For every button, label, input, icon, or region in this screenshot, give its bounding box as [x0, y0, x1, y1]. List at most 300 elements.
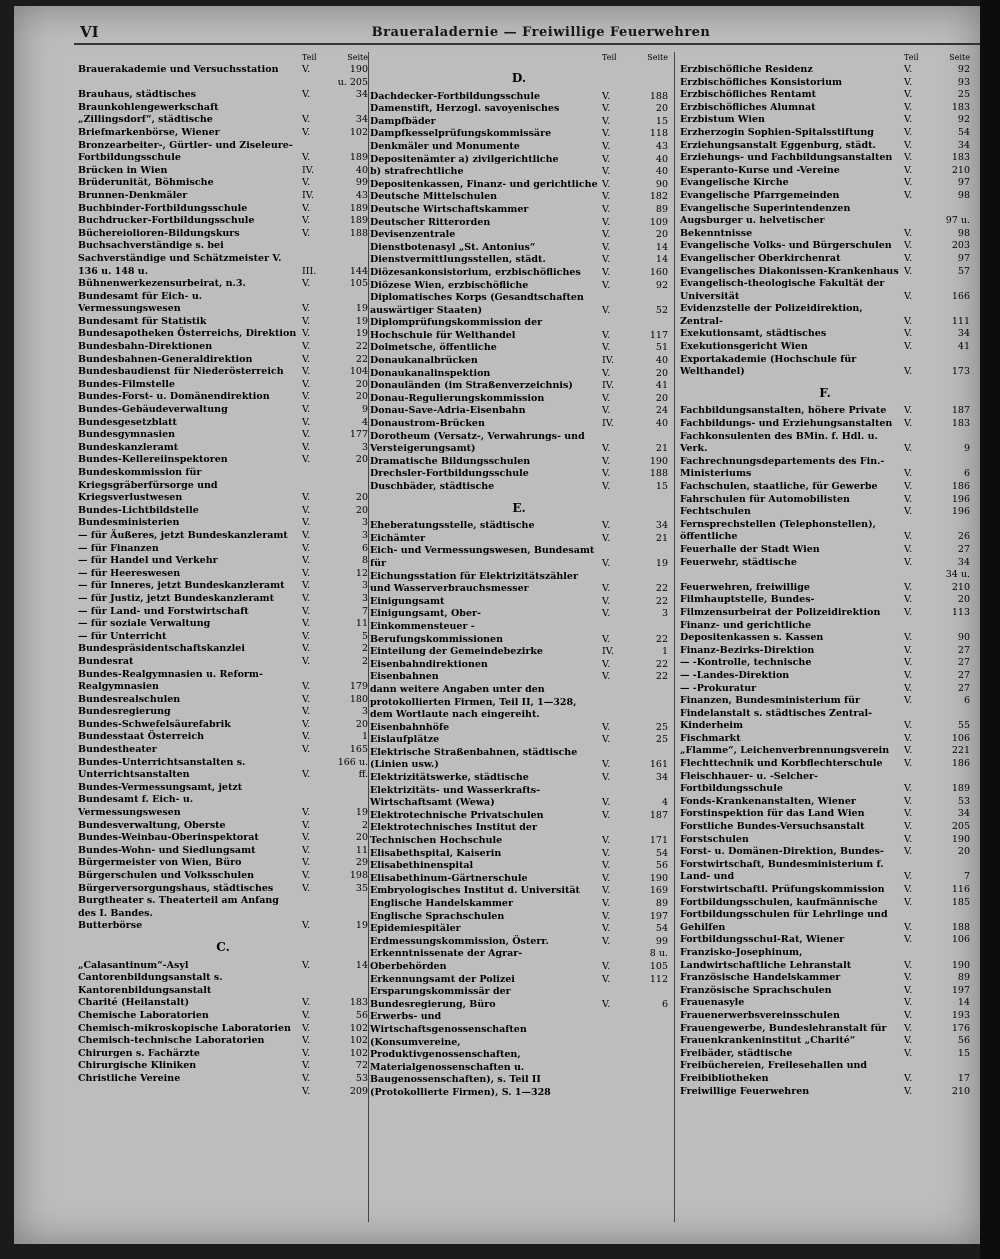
- entry-name: Fachschulen, staatliche, für Gewerbe: [680, 481, 878, 492]
- entry-name: Bundesapotheken Österreichs, Direktion: [78, 328, 297, 340]
- entry-teil: V.: [904, 745, 913, 757]
- entry-name: Bundeskanzleramt: [78, 441, 179, 453]
- index-entry: [680, 506, 970, 519]
- entry-seite: 196: [951, 506, 970, 518]
- index-entry: [370, 393, 668, 406]
- entry-name: Flechttechnik und Korbflechterschule: [680, 758, 883, 770]
- entry-name: Fonds-Krankenanstalten, Wiener: [680, 795, 856, 807]
- index-entry: [370, 342, 668, 355]
- entry-name: Bundes-Realgymnasien u. Reform-Realgymnasien: [78, 668, 263, 693]
- entry-seite: 27: [957, 682, 970, 694]
- index-entry: [370, 734, 668, 747]
- index-entry: [78, 782, 368, 820]
- entry-seite: 190: [951, 833, 970, 845]
- index-entry: [78, 580, 368, 593]
- index-entry: [370, 571, 668, 596]
- index-entry: [370, 292, 668, 317]
- index-entry: [680, 266, 970, 279]
- entry-name: Erzherzogin Sophien-Spitalsstiftung: [680, 126, 874, 138]
- index-entry: [680, 947, 970, 972]
- entry-name: Findelanstalt s. städtisches Zentral-Kinderheim: [680, 707, 873, 732]
- entry-seite: 72: [355, 1060, 368, 1072]
- entry-name: Duschbäder, städtische: [370, 481, 495, 492]
- index-entry: [680, 997, 970, 1010]
- entry-seite: 35: [355, 882, 368, 894]
- entry-teil: V.: [904, 984, 913, 996]
- entry-name: Freiwillige Feuerwehren: [680, 1085, 810, 1097]
- entry-teil: V.: [602, 935, 611, 947]
- entry-seite: 193: [951, 1009, 970, 1021]
- entry-teil: V.: [904, 366, 913, 378]
- index-entry: [680, 519, 970, 544]
- entry-teil: V.: [904, 720, 913, 732]
- entry-teil: V.: [904, 114, 913, 126]
- entry-seite: 20: [355, 378, 368, 390]
- entry-name: Bundesstaat Österreich: [78, 731, 205, 743]
- entry-teil: V.: [904, 972, 913, 984]
- entry-seite: 189: [349, 215, 368, 227]
- index-entry: [680, 821, 970, 834]
- entry-name: Freibäder, städtische: [680, 1047, 793, 1059]
- entry-name: Eislaufplätze: [370, 734, 440, 746]
- entry-seite: 6: [361, 542, 368, 554]
- entry-name: Forst- u. Domänen-Direktion, Bundes-: [680, 846, 884, 858]
- index-entry: [680, 884, 970, 897]
- entry-name: Brücken in Wien: [78, 164, 168, 176]
- entry-seite: 17: [957, 1072, 970, 1084]
- entry-teil: V.: [602, 532, 611, 544]
- entry-seite: 177: [349, 429, 368, 441]
- entry-name: — für Heereswesen: [78, 567, 181, 579]
- entry-name: „Flamme“, Leichenverbrennungsverein: [680, 745, 890, 757]
- entry-seite: 54: [957, 126, 970, 138]
- entry-name: Fleischhauer- u. -Selcher-Fortbildungsschule: [680, 770, 818, 795]
- entry-teil: V.: [302, 643, 311, 655]
- entry-teil: V.: [602, 153, 611, 165]
- entry-teil: V.: [602, 910, 611, 922]
- entry-name: Franzisko-Josephinum, Landwirtschaftliche Lehranstalt: [680, 946, 852, 971]
- entry-name: Französische Sprachschulen: [680, 984, 832, 996]
- index-entry: [78, 517, 368, 530]
- entry-teil: V.: [904, 265, 913, 277]
- index-entry: [680, 165, 970, 178]
- entry-name: Elisabethspital, Kaiserin: [370, 847, 502, 859]
- entry-teil: V.: [904, 64, 913, 75]
- index-entry: [680, 569, 970, 594]
- entry-name: Embryologisches Institut d. Universität: [370, 885, 580, 897]
- index-entry: [680, 557, 970, 570]
- index-entry: [78, 997, 368, 1010]
- index-entry: [78, 643, 368, 656]
- entry-name: Bundestheater: [78, 744, 157, 756]
- entry-name: Dramatische Bildungsschulen: [370, 455, 531, 467]
- entry-name: Frauenkrankeninstitut „Charité“: [680, 1035, 856, 1047]
- index-entry: [680, 203, 970, 241]
- index-entry: [680, 544, 970, 557]
- header-rule: [74, 43, 984, 45]
- entry-name: Bundes-Lichtbildstelle: [78, 504, 199, 516]
- entry-seite: 34: [957, 328, 970, 340]
- entry-seite: 89: [957, 972, 970, 984]
- entry-teil: V.: [302, 920, 311, 932]
- entry-teil: V.: [602, 342, 611, 354]
- index-entry: [370, 128, 668, 141]
- entry-seite: 43: [355, 189, 368, 201]
- entry-seite: 187: [649, 809, 668, 821]
- entry-seite: 14: [655, 241, 668, 253]
- index-entry: [680, 808, 970, 821]
- index-entry: [370, 822, 668, 847]
- entry-name: Französische Handelskammer: [680, 972, 841, 984]
- index-entry: [78, 366, 368, 379]
- entry-seite: 20: [957, 846, 970, 858]
- entry-teil: V.: [602, 279, 611, 291]
- entry-seite: 205: [951, 821, 970, 833]
- entry-name: Fortbildungsschul-Rat, Wiener: [680, 934, 845, 946]
- entry-name: Depositenämter a) zivilgerichtliche: [370, 153, 559, 165]
- index-entry: [370, 141, 668, 154]
- entry-teil: V.: [602, 520, 611, 532]
- entry-seite: 8 u. 105: [649, 948, 668, 972]
- index-entry: [78, 454, 368, 467]
- entry-teil: V.: [602, 923, 611, 935]
- index-entry: [680, 1023, 970, 1036]
- entry-seite: 20: [957, 594, 970, 606]
- entry-seite: 106: [951, 732, 970, 744]
- entry-name: Erzbischöfliches Alumnat: [680, 101, 816, 113]
- entry-seite: 22: [355, 341, 368, 353]
- entry-name: Donau-Regulierungskommission: [370, 392, 545, 404]
- index-entry: [370, 986, 668, 1011]
- column-divider: [674, 52, 675, 1222]
- index-entry: [78, 177, 368, 190]
- entry-teil: V.: [302, 542, 311, 554]
- entry-seite: 171: [649, 835, 668, 847]
- entry-name: Bundeskommission für Kriegsgräberfürsorge und Kriegsverlustwesen: [78, 467, 218, 504]
- index-entry: [78, 1086, 368, 1099]
- entry-teil: V.: [602, 759, 611, 771]
- entry-name: Erzbischöfliches Rentamt: [680, 89, 817, 101]
- entry-seite: 8: [361, 555, 368, 567]
- entry-seite: 116: [951, 884, 970, 895]
- entry-seite: 189: [349, 202, 368, 214]
- index-entry: [78, 568, 368, 581]
- entry-teil: V.: [302, 315, 311, 327]
- index-entry: [680, 456, 970, 481]
- entry-name: Diplomatisches Korps (Gesandtschaften auswärtiger Staaten): [370, 292, 584, 316]
- entry-name: Evangelisches Diakonissen-Krankenhaus: [680, 265, 899, 277]
- entry-name: Fachkonsulenten des BMin. f. Hdl. u. Verk.: [680, 430, 878, 455]
- entry-teil: V.: [904, 657, 913, 669]
- entry-name: Chirurgen s. Fachärzte: [78, 1047, 200, 1059]
- index-column-2: [370, 52, 668, 1100]
- entry-teil: V.: [602, 443, 611, 455]
- entry-name: Fachrechnungsdepartements des Fin.-Ministeriums: [680, 455, 885, 480]
- entry-name: Bundespräsidentschaftskanzlei: [78, 643, 245, 655]
- entry-seite: 166 u. ff.: [337, 756, 368, 781]
- entry-teil: V.: [904, 1072, 913, 1084]
- index-entry: [680, 695, 970, 708]
- entry-teil: V.: [904, 227, 913, 239]
- entry-seite: 20: [655, 229, 668, 241]
- entry-seite: 182: [649, 191, 668, 203]
- entry-teil: V.: [904, 959, 913, 971]
- entry-seite: 113: [951, 606, 970, 618]
- entry-seite: 165: [349, 744, 368, 756]
- entry-name: Bundes-Forst- u. Domänendirektion: [78, 391, 270, 403]
- entry-teil: V.: [904, 76, 913, 88]
- entry-teil: V.: [602, 229, 611, 241]
- entry-seite: 22: [655, 633, 668, 645]
- entry-seite: 89: [655, 898, 668, 909]
- entry-name: Deutsche Wirtschaftskammer: [370, 203, 529, 215]
- index-entry: [680, 1010, 970, 1023]
- entry-teil: V.: [302, 202, 311, 214]
- entry-name: Evangelischer Oberkirchenrat: [680, 252, 841, 264]
- index-entry: [680, 771, 970, 796]
- entry-seite: 102: [349, 1035, 368, 1047]
- entry-teil: V.: [904, 1022, 913, 1034]
- entry-name: Bundesrealschulen: [78, 693, 181, 705]
- entry-teil: IV.: [302, 189, 314, 201]
- index-entry: [78, 505, 368, 518]
- index-entry: [370, 179, 668, 192]
- entry-teil: V.: [904, 290, 913, 302]
- entry-seite: 40: [655, 166, 668, 178]
- index-entry: [680, 909, 970, 934]
- entry-name: Erkenntnissenate der Agrar-Oberbehörden: [370, 948, 523, 972]
- entry-seite: 1: [361, 731, 368, 743]
- entry-teil: V.: [602, 809, 611, 821]
- entry-seite: 183: [349, 997, 368, 1009]
- index-entry: [680, 405, 970, 418]
- entry-teil: V.: [302, 177, 311, 189]
- entry-name: Buchbinder-Fortbildungsschule: [78, 202, 248, 214]
- index-entry: [78, 870, 368, 883]
- entry-name: Einigungsamt: [370, 595, 445, 607]
- entry-name: Eheberatungsstelle, städtische: [370, 520, 535, 532]
- index-entry: [680, 354, 970, 379]
- entry-seite: 188: [649, 468, 668, 480]
- entry-teil: V.: [302, 1060, 311, 1072]
- index-entry: [370, 405, 668, 418]
- index-entry: [680, 240, 970, 253]
- index-entry: [370, 368, 668, 381]
- entry-seite: 15: [957, 1047, 970, 1059]
- index-entry: [370, 974, 668, 987]
- entry-name: Bundes-Gebäudeverwaltung: [78, 404, 228, 416]
- entry-teil: V.: [302, 580, 311, 592]
- entry-teil: IV.: [602, 646, 614, 658]
- entry-seite: 56: [957, 1035, 970, 1047]
- index-entry: [370, 911, 668, 924]
- entry-seite: 34: [957, 556, 970, 568]
- index-entry: [370, 545, 668, 570]
- entry-name: Drechsler-Fortbildungsschule: [370, 468, 529, 480]
- entry-teil: V.: [904, 1085, 913, 1097]
- index-entry: [370, 317, 668, 342]
- entry-teil: V.: [302, 567, 311, 579]
- entry-name: Bundes-Kellereiinspektoren: [78, 454, 228, 466]
- entry-name: Exekutionsamt, städtisches: [680, 328, 827, 340]
- index-entry: [680, 1086, 970, 1099]
- index-entry: [78, 1048, 368, 1061]
- entry-teil: V.: [302, 353, 311, 365]
- entry-name: Eichämter: [370, 532, 426, 544]
- entry-seite: 221: [951, 745, 970, 757]
- entry-name: Evangelische Superintendenzen Augsburger u. helvetischer Bekenntnisse: [680, 202, 851, 239]
- index-entry: [78, 328, 368, 341]
- entry-seite: 20: [355, 832, 368, 844]
- entry-seite: 2: [361, 819, 368, 831]
- entry-seite: 3: [361, 592, 368, 604]
- index-entry: [680, 278, 970, 303]
- entry-seite: 24: [655, 405, 668, 417]
- entry-name: — für Justiz, jetzt Bundeskanzleramt: [78, 592, 275, 604]
- entry-teil: V.: [904, 581, 913, 593]
- entry-teil: V.: [302, 744, 311, 756]
- entry-teil: V.: [302, 152, 311, 164]
- entry-name: Chemisch-technische Laboratorien: [78, 1035, 265, 1047]
- entry-teil: V.: [302, 807, 311, 819]
- entry-name: Denkmäler und Monumente: [370, 140, 520, 152]
- entry-teil: V.: [904, 1047, 913, 1059]
- entry-name: Brüderunität, Böhmische: [78, 177, 214, 189]
- entry-teil: V.: [602, 266, 611, 278]
- entry-name: Burgtheater s. Theaterteil am Anfang des I. Bandes.: [78, 895, 279, 919]
- entry-name: Diözese Wien, erzbischöfliche: [370, 279, 529, 291]
- entry-name: — -Landes-Direktion: [680, 669, 790, 681]
- index-entry: [680, 253, 970, 266]
- entry-name: Erwerbs- und Wirtschaftsgenossenschaften (Konsumvereine, Produktivgenossenschaften, Materialgenossenschaften u. Baugenossenschaften), s. Teil II (Protokollierte Firmen), S. 1—328: [370, 1011, 551, 1098]
- entry-teil: IV.: [602, 418, 614, 430]
- entry-name: — für Finanzen: [78, 542, 159, 554]
- entry-name: Bundes-Unterrichtsanstalten s. Unterrichtsanstalten: [78, 756, 246, 781]
- entry-name: Elisabethinenspital: [370, 860, 474, 872]
- entry-seite: 27: [957, 657, 970, 669]
- entry-teil: V.: [602, 203, 611, 215]
- entry-teil: V.: [602, 468, 611, 480]
- entry-seite: 188: [649, 90, 668, 102]
- entry-teil: V.: [602, 973, 611, 985]
- entry-seite: 34: [655, 772, 668, 784]
- entry-teil: V.: [302, 693, 311, 705]
- entry-name: Erdmessungskommission, Österr.: [370, 935, 549, 947]
- index-entry: [78, 1073, 368, 1086]
- entry-name: Bundesamt für Eich- u. Vermessungswesen: [78, 290, 203, 315]
- index-entry: [370, 456, 668, 469]
- index-entry: [78, 555, 368, 568]
- index-entry: [78, 731, 368, 744]
- entry-seite: 9: [361, 404, 368, 416]
- entry-seite: 19: [355, 328, 368, 340]
- entry-teil: V.: [904, 139, 913, 151]
- entry-seite: 90: [655, 178, 668, 190]
- index-entry: [680, 670, 970, 683]
- entry-name: Bronzearbeiter-, Gürtler- und Ziseleure-Fortbildungsschule: [78, 139, 293, 164]
- entry-seite: 41: [957, 341, 970, 353]
- entry-seite: 97 u. 98: [945, 215, 970, 239]
- index-entry: [370, 646, 668, 659]
- entry-seite: 11: [355, 844, 368, 856]
- entry-name: Exportakademie (Hochschule für Welthandel): [680, 353, 857, 378]
- index-entry: [78, 140, 368, 165]
- entry-name: Einteilung der Gemeindebezirke: [370, 646, 543, 658]
- entry-seite: 6: [661, 998, 668, 1010]
- index-entry: [78, 379, 368, 392]
- entry-seite: 41: [655, 380, 668, 392]
- entry-seite: 173: [951, 366, 970, 378]
- entry-teil: V.: [302, 378, 311, 390]
- entry-teil: V.: [602, 658, 611, 670]
- entry-teil: V.: [302, 1047, 311, 1059]
- entry-seite: 3: [361, 706, 368, 718]
- entry-teil: V.: [302, 618, 311, 630]
- entry-teil: V.: [904, 531, 913, 543]
- entry-name: Elektrische Straßenbahnen, städtische (Linien usw.): [370, 746, 578, 771]
- index-entry: [370, 885, 668, 898]
- entry-seite: 56: [655, 860, 668, 872]
- entry-seite: 97: [957, 252, 970, 264]
- entry-seite: 97: [957, 177, 970, 189]
- entry-teil: V.: [302, 366, 311, 378]
- column-divider: [368, 52, 369, 1222]
- entry-seite: 20: [655, 103, 668, 115]
- index-entry: [680, 431, 970, 456]
- entry-teil: V.: [904, 821, 913, 833]
- entry-teil: V.: [904, 695, 913, 707]
- entry-seite: 1: [661, 646, 668, 658]
- index-entry: [370, 229, 668, 242]
- entry-seite: 22: [355, 353, 368, 365]
- entry-teil: V.: [904, 871, 913, 883]
- entry-teil: V.: [302, 832, 311, 844]
- entry-teil: V.: [904, 682, 913, 694]
- entry-seite: 93: [957, 76, 970, 88]
- index-entry: [370, 621, 668, 646]
- entry-seite: 197: [951, 984, 970, 996]
- entry-teil: V.: [602, 304, 611, 316]
- entry-teil: V.: [602, 329, 611, 341]
- entry-name: Finanzen, Bundesministerium für: [680, 695, 860, 707]
- entry-seite: 20: [655, 392, 668, 404]
- index-entry: [680, 64, 970, 77]
- entry-seite: 20: [655, 367, 668, 379]
- entry-teil: V.: [302, 454, 311, 466]
- entry-seite: 160: [649, 266, 668, 278]
- entry-name: Finanz- und gerichtliche Depositenkassen s. Kassen: [680, 619, 824, 644]
- entry-teil: V.: [302, 630, 311, 642]
- entry-teil: V.: [602, 103, 611, 115]
- index-entry: [370, 418, 668, 431]
- entry-teil: V.: [302, 731, 311, 743]
- index-entry: [370, 520, 668, 533]
- index-entry: [78, 920, 368, 933]
- entry-name: Esperanto-Kurse und -Vereine: [680, 164, 840, 176]
- index-entry: [680, 481, 970, 494]
- entry-seite: 27: [957, 669, 970, 681]
- entry-seite: 25: [957, 89, 970, 101]
- entry-seite: 176: [951, 1022, 970, 1034]
- entry-name: Bühnenwerkezensurbeirat, n.3.: [78, 278, 246, 290]
- index-entry: [680, 846, 970, 859]
- index-entry: [78, 228, 368, 241]
- entry-name: Bundes-Vermessungsamt, jetzt Bundesamt f. Eich- u. Vermessungswesen: [78, 781, 243, 819]
- entry-seite: 22: [655, 658, 668, 670]
- index-entry: [370, 936, 668, 949]
- index-entry: [78, 744, 368, 757]
- entry-teil: V.: [904, 934, 913, 946]
